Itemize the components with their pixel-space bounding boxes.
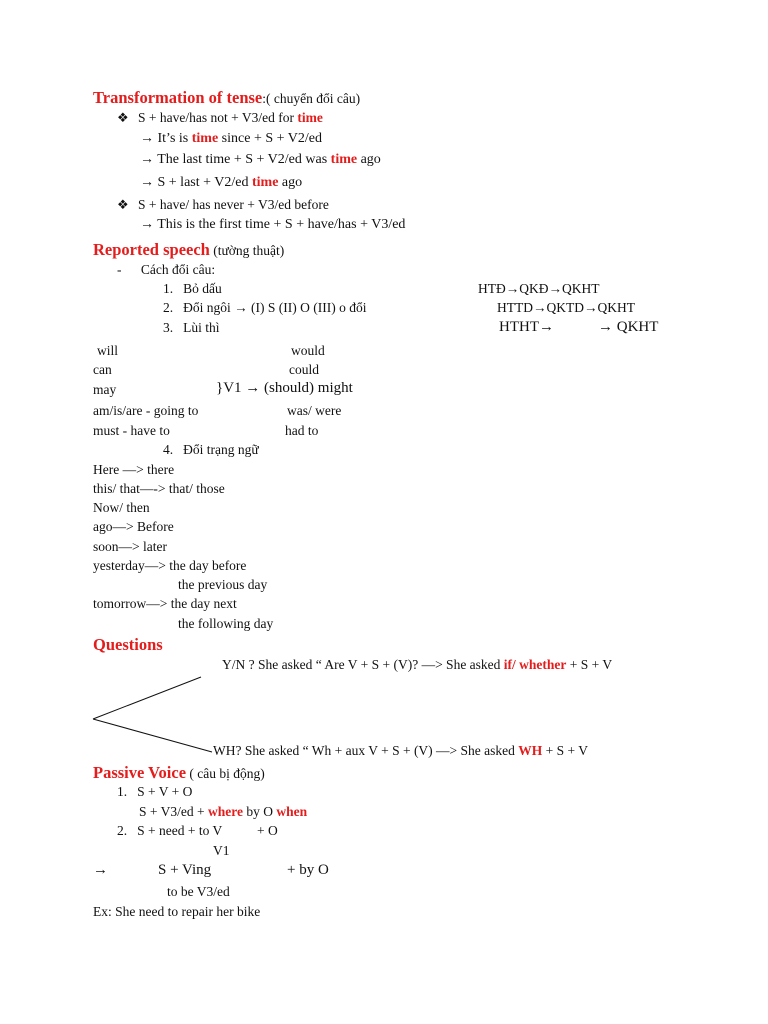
text: S + V3/ed + — [139, 804, 208, 819]
text: Y/N ? She asked “ Are V + S + (V)? —> She asked — [222, 657, 504, 672]
tense-shift-1: HTĐ→QKĐ→QKHT — [478, 281, 600, 296]
text: since + S + V2/ed — [218, 131, 322, 146]
adverb-tomorrow: tomorrow—> the day next — [93, 596, 237, 611]
passive-voice-heading — [93, 763, 265, 783]
example-sentence: Ex: She need to repair her bike — [93, 904, 261, 919]
num: 1. — [163, 281, 174, 296]
modal-may: may — [93, 382, 117, 397]
modal-was-were: was/ were — [287, 403, 342, 418]
tense-shift-3a: HTHT→ — [499, 319, 554, 335]
diamond-bullet-icon: ❖ — [117, 197, 129, 212]
keyword-where: where — [207, 804, 243, 819]
adverb-here: Here —> there — [93, 462, 175, 477]
passive-rule-1 — [139, 804, 307, 820]
by-object: + by O — [287, 862, 329, 878]
num: 3. — [163, 320, 174, 335]
passive-step-1 — [117, 784, 192, 800]
text: S + have/has not + V3/ed for — [138, 110, 298, 125]
modal-might: }V1 → (should) might — [216, 380, 353, 396]
text: ago — [278, 175, 303, 190]
text: + S + V — [566, 657, 613, 672]
num: 2. — [163, 300, 174, 315]
arrow-icon: → — [93, 862, 108, 878]
ving-rule: S + Ving — [158, 862, 212, 878]
text: Cách đổi câu: — [140, 262, 216, 277]
num: 2. — [117, 823, 128, 838]
section-note: (tường thuật) — [209, 243, 285, 258]
keyword-when: when — [276, 804, 308, 819]
adverb-ago: ago—> Before — [93, 519, 174, 534]
modal-had-to: had to — [285, 423, 319, 438]
modal-could: could — [289, 362, 319, 377]
keyword-time: time — [297, 110, 323, 125]
lower-branch-line — [93, 719, 212, 752]
section-title: Reported speech — [93, 240, 210, 259]
wh-question-rule — [213, 743, 588, 759]
text: by O — [242, 804, 277, 819]
dash: - — [117, 262, 122, 277]
modal-will: will — [97, 343, 119, 358]
modal-must: must - have to — [93, 423, 170, 438]
adverb-soon: soon—> later — [93, 539, 167, 554]
section-title: Transformation of tense — [93, 88, 263, 107]
text: S + V + O — [137, 784, 193, 799]
section-note: ( câu bị động) — [186, 766, 265, 781]
adverb-now: Now/ then — [93, 500, 150, 515]
text: Lùi thì — [183, 320, 220, 335]
text: + S + V — [542, 743, 589, 758]
adverb-this: this/ that—-> that/ those — [93, 481, 225, 496]
text: Đổi trạng ngữ — [183, 442, 259, 457]
adverb-previous-day: the previous day — [178, 577, 268, 592]
tense-shift-3b: → QKHT — [598, 319, 659, 335]
keyword-if-whether: if/ whether — [503, 657, 567, 672]
questions-heading: Questions — [93, 635, 163, 654]
num: 1. — [117, 784, 128, 799]
keyword-time: time — [191, 131, 219, 146]
text: S + have/ has never + V3/ed before — [138, 197, 329, 212]
text: S + need + to V — [137, 823, 223, 838]
adverb-following-day: the following day — [178, 616, 274, 631]
modal-going-to: am/is/are - going to — [93, 403, 199, 418]
to-be-v3: to be V3/ed — [167, 884, 230, 899]
text: WH? She asked “ Wh + aux V + S + (V) —> She asked — [213, 743, 519, 758]
plus-object: + O — [257, 823, 278, 838]
text: Bỏ dấu — [183, 281, 222, 296]
section-note: :( chuyển đổi câu) — [262, 91, 361, 106]
keyword-time: time — [330, 152, 358, 167]
modal-can: can — [93, 362, 112, 377]
section-title: Passive Voice — [93, 763, 187, 782]
tense-shift-2: HTTD→QKTD→QKHT — [497, 300, 635, 315]
text: → The last time + S + V2/ed was — [140, 152, 331, 167]
rule-line-4: → This is the first time + S + have/has + V3/ed — [140, 217, 406, 232]
text: ago — [357, 152, 381, 167]
text: → It’s is — [140, 131, 192, 146]
diamond-bullet-icon: ❖ — [117, 110, 129, 125]
v1-label: V1 — [213, 843, 230, 858]
keyword-wh: WH — [518, 743, 543, 758]
text: → S + last + V2/ed — [140, 175, 252, 190]
keyword-time: time — [251, 175, 279, 190]
passive-step-2 — [117, 823, 222, 839]
num: 4. — [163, 442, 174, 457]
text: Đổi ngôi → (I) S (II) O (III) o đổi — [183, 300, 367, 315]
upper-branch-line — [93, 677, 201, 719]
modal-would: would — [291, 343, 325, 358]
adverb-yesterday: yesterday—> the day before — [93, 558, 247, 573]
